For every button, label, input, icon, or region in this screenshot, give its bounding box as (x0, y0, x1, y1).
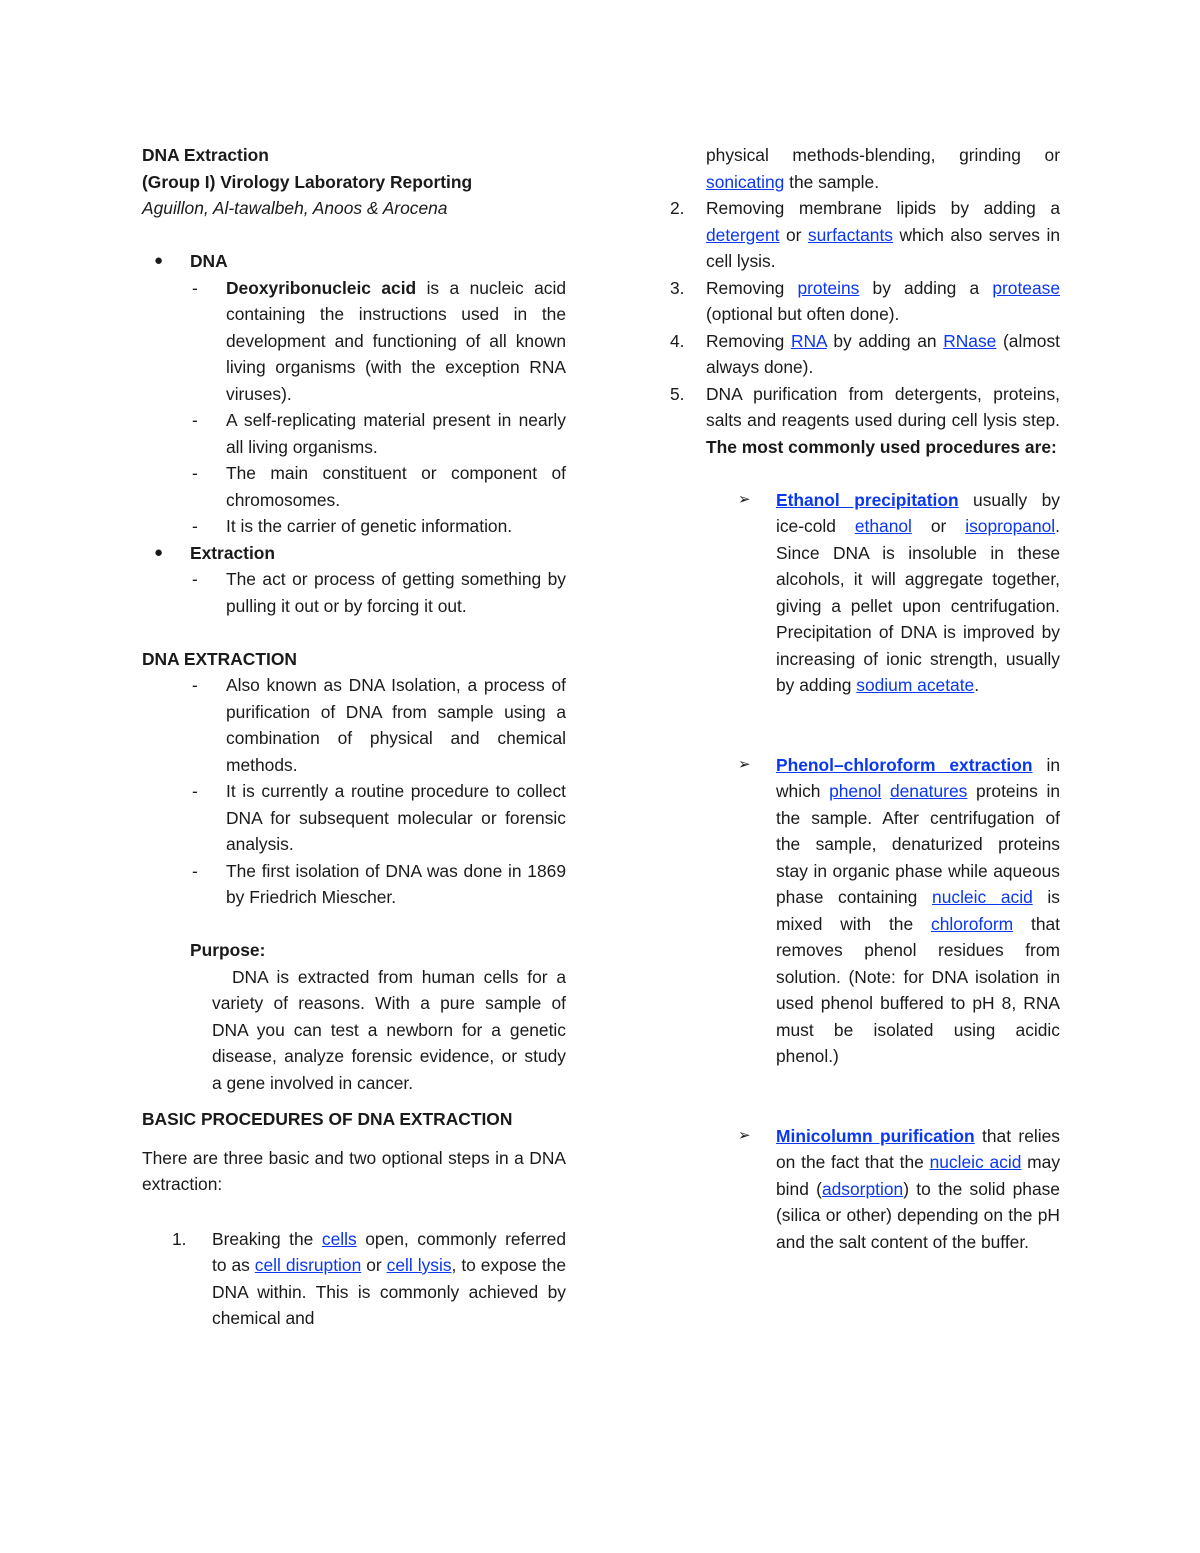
link-cell-disruption[interactable]: cell disruption (254, 1255, 362, 1275)
list-item: - The first isolation of DNA was done in 1869 by Friedrich Miescher. (192, 860, 566, 907)
purpose-text: DNA is extracted from human cells for a variety of reasons. With a pure sample of DNA you can test a newborn for a genetic disease, analyze forensic evidence, or study a gene involved in cancer. (212, 966, 566, 1093)
arrow-bullet-icon: ➢ (738, 490, 751, 508)
procedure-ethanol: ➢ Ethanol precipitation usually by ice-cold ethanol or isopropanol. Since DNA is insoluble in these alcohols, it will aggregate together, giving a pellet upon centrifugation. Precipitation of DNA is improved by increasing of ionic strength, usually by adding sodium acetate. (670, 487, 1060, 699)
link-proteins[interactable]: proteins (797, 277, 860, 298)
left-column (142, 142, 566, 1332)
link-nucleic-acid[interactable]: nucleic acid (932, 887, 1033, 907)
link-cells[interactable]: cells (321, 1228, 357, 1249)
step-3: 3. Removing proteins by adding a protease (optional but often done). (670, 277, 1060, 324)
link-surfactants[interactable]: surfactants (807, 224, 893, 245)
list-item: - It is currently a routine procedure to collect DNA for subsequent molecular or forensic analysis. (192, 781, 566, 854)
step-5: 5. DNA purification from detergents, proteins, salts and reagents used during cell lysis step. The most commonly used procedures are: (670, 383, 1060, 457)
step-1-continued: physical methods-blending, grinding or sonicating the sample. (706, 145, 1060, 192)
bullet-dna: ● DNA (142, 248, 566, 275)
arrow-bullet-icon: ➢ (738, 755, 751, 773)
link-nucleic-acid-2[interactable]: nucleic acid (929, 1152, 1022, 1172)
link-denatures[interactable]: denatures (889, 781, 968, 801)
link-isopropanol[interactable]: isopropanol (965, 516, 1056, 536)
section-heading-dna-extraction: DNA EXTRACTION (142, 648, 297, 669)
link-cell-lysis[interactable]: cell lysis (386, 1255, 452, 1275)
link-rna[interactable]: RNA (790, 330, 827, 351)
link-minicolumn-purification[interactable]: Minicolumn purification (776, 1125, 975, 1146)
doc-title: DNA Extraction (142, 145, 269, 165)
bullet-extraction: ● Extraction (142, 540, 566, 567)
doc-subtitle: (Group I) Virology Laboratory Reporting (142, 171, 473, 192)
link-phenol-chloroform[interactable]: Phenol–chloroform extraction (776, 754, 1033, 775)
step-1: 1. Breaking the cells open, commonly referred to as cell disruption or cell lysis, to expose the DNA within. This is commonly achieved by chemical and (172, 1228, 566, 1328)
list-item: - The act or process of getting something by pulling it out or by forcing it out. (192, 569, 566, 616)
link-chloroform[interactable]: chloroform (931, 913, 1014, 934)
section-heading-basic: BASIC PROCEDURES OF DNA EXTRACTION (142, 1109, 513, 1129)
link-adsorption[interactable]: adsorption (821, 1178, 904, 1199)
right-column (670, 142, 1060, 1255)
basic-intro: There are three basic and two optional steps in a DNA extraction: (142, 1147, 566, 1194)
list-item: - The main constituent or component of chromosomes. (192, 463, 566, 510)
list-item: - It is the carrier of genetic information. (192, 516, 513, 536)
link-protease[interactable]: protease (992, 277, 1060, 298)
list-item: - Also known as DNA Isolation, a process of purification of DNA from sample using a combination of physical and chemical methods. (192, 675, 566, 775)
link-ethanol-precipitation[interactable]: Ethanol precipitation (776, 489, 959, 510)
step-1-cont-text: physical methods-blending, grinding or (706, 145, 1060, 165)
bullet-dot-icon: ● (154, 252, 164, 269)
procedure-phenol: ➢ Phenol–chloroform extraction in which phenol denatures proteins in the sample. After centrifugation of the sample, denaturized proteins stay in organic phase while aqueous phase containing nucleic acid is mixed with the chloroform that removes phenol residues from solution. (Note: for DNA isolation in used phenol buffered to pH 8, RNA must be isolated using acidic phenol.) (670, 752, 1060, 1070)
bullet-dot-icon: ● (154, 543, 164, 561)
purpose-heading: Purpose: (190, 940, 266, 960)
step-2: 2. Removing membrane lipids by adding a detergent or surfactants which also serves in cell lysis. (670, 198, 1060, 271)
list-item: - Deoxyribonucleic acid is a nucleic acid containing the instructions used in the development and functioning of all known living organisms (with the exception RNA viruses). (192, 277, 567, 404)
procedure-minicolumn: ➢ Minicolumn purification that relies on the fact that the nucleic acid may bind (adsorption) to the solid phase (silica or other) depending on the pH and the salt content of the buffer. (670, 1123, 1060, 1256)
list-item: - A self-replicating material present in nearly all living organisms. (192, 410, 566, 457)
arrow-bullet-icon: ➢ (738, 1126, 751, 1144)
link-phenol[interactable]: phenol (829, 781, 882, 801)
doc-authors: Aguillon, Al-tawalbeh, Anoos & Arocena (142, 198, 448, 218)
link-ethanol[interactable]: ethanol (854, 516, 912, 536)
link-sonicating[interactable]: sonicating (706, 171, 785, 192)
link-rnase[interactable]: RNase (943, 330, 997, 351)
step-4: 4. Removing RNA by adding an RNase (almost always done). (670, 330, 1061, 377)
link-sodium-acetate[interactable]: sodium acetate (856, 675, 975, 695)
link-detergent[interactable]: detergent (706, 224, 780, 245)
